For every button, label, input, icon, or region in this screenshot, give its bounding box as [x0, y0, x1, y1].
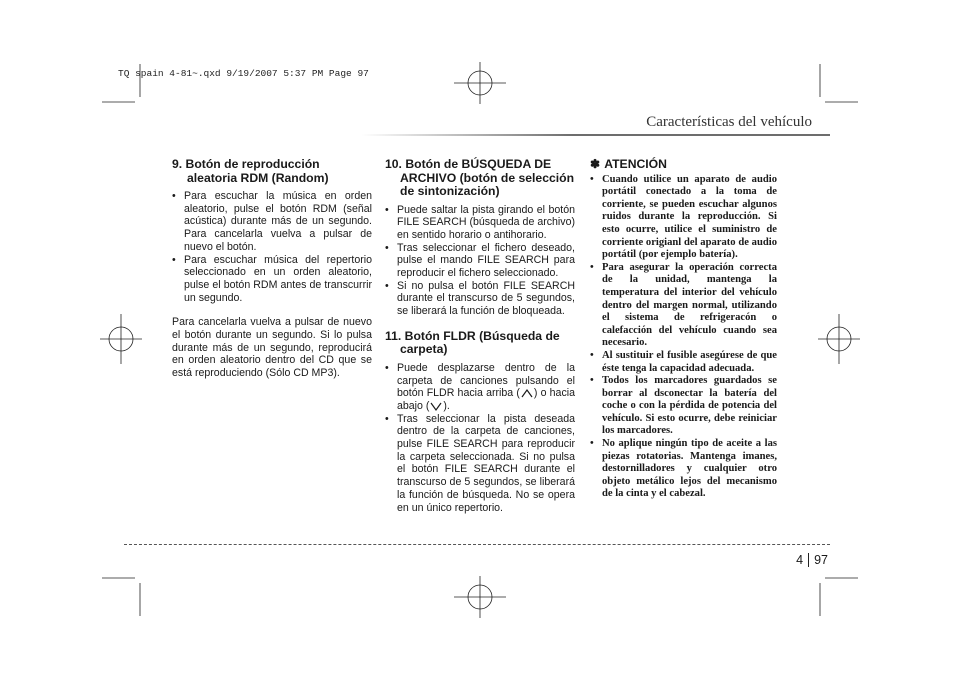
column-1	[172, 158, 372, 380]
chapter-number: 4	[796, 553, 804, 567]
fldr-text-mid: ) o hacia abajo (	[397, 387, 575, 412]
caution-list	[590, 174, 777, 501]
column-2	[385, 158, 575, 514]
heading-fldr: 11. Botón FLDR (Búsqueda de carpeta)	[385, 328, 560, 357]
asterisk-icon: ✽	[590, 157, 601, 171]
list-item: • Puede saltar la pista girando el botón FILE SEARCH (búsqueda de archivo) en sentido horario o antihorario.	[385, 204, 575, 242]
rdm-paragraph: Para cancelarla vuelva a pulsar de nuevo el botón durante un segundo. Si lo pulsa durante más de un segundo, reproducirá en orden aleatorio dentro del CD que se está reproduciendo (Sólo CD MP3).	[172, 316, 372, 380]
section-title: Características del vehículo	[646, 114, 812, 130]
header-rule	[362, 134, 830, 136]
rdm-bullet-list	[172, 190, 372, 304]
list-item: • Para escuchar la música en orden aleatorio, pulse el botón RDM (señal acústica) durante más de un segundo. Para cancelarla vuelva a pulsar de nuevo el botón.	[172, 190, 372, 254]
list-item: • Para escuchar música del repertorio seleccionado en un orden aleatorio, pulse el botón RDM antes de transcurrir un segundo.	[172, 254, 372, 305]
list-item: • Al sustituir el fusible asegúrese de que éste tenga la capacidad adecuada.	[590, 350, 777, 375]
heading-file-search: 10. Botón de BÚSQUEDA DE ARCHIVO (botón de selección de sintonización)	[385, 157, 575, 198]
registration-mark-bottom	[454, 576, 506, 618]
list-item: • No aplique ningún tipo de aceite a las piezas rotatorias. Mantenga imanes, destornilladores y cualquier otro objeto metálico lejos del mecanismo de la cinta y el cabezal.	[590, 438, 777, 501]
heading-rdm: 9. Botón de reproducción aleatoria RDM (Random)	[172, 157, 329, 185]
footer-rule	[124, 544, 830, 545]
registration-mark-top	[454, 62, 506, 104]
page-number	[796, 553, 828, 567]
fldr-bullet-list	[385, 362, 575, 514]
list-item: • Si no pulsa el botón FILE SEARCH durante el transcurso de 5 segundos, se liberará la función de bloqueada.	[385, 280, 575, 318]
list-item: • Todos los marcadores guardados se borrar al dsconectar la batería del coche o con la pérdida de potencia del vehículo. Si esto ocurre, debe reiniciar los marcadores.	[590, 375, 777, 438]
list-item: • Cuando utilice un aparato de audio portátil conectado a la toma de corriente, se pueden escuchar algunos ruidos durante la reproducción. Si esto ocurre, utilice el suministro de corriente origianl del aparato de audio portátil (por ejemplo batería).	[590, 174, 777, 262]
registration-mark-right	[818, 314, 860, 364]
caution-heading	[590, 158, 777, 171]
file-search-bullet-list	[385, 204, 575, 318]
fldr-text-pre: Puede desplazarse dentro de la carpeta de canciones pulsando el botón FLDR hacia arriba (	[397, 361, 575, 400]
file-slug: TQ spain 4-81~.qxd 9/19/2007 5:37 PM Page 97	[118, 68, 369, 79]
chevron-up-icon	[520, 388, 534, 399]
list-item: • Tras seleccionar el fichero deseado, pulse el mando FILE SEARCH para reproducir el fichero seleccionado.	[385, 242, 575, 280]
fldr-text-post: ).	[443, 399, 450, 412]
list-item: • Tras seleccionar la pista deseada dentro de la carpeta de canciones, pulse FILE SEARCH para reproducir la carpeta seleccionada. Si no pulsa el botón FILE SEARCH durante el transcurso de 5 segundos, se liberará la función de búsqueda. No se opera en un único repertorio.	[385, 413, 575, 515]
page-number-value: 97	[808, 553, 828, 567]
list-item: • Para asegurar la operación correcta de la unidad, mantenga la temperatura del interior del vehículo dentro del margen normal, utilizando el sistema de refrigeracón o calefacción del vehículo cuando sea necesario.	[590, 262, 777, 350]
caution-box	[590, 158, 777, 501]
chevron-down-icon	[429, 401, 443, 412]
list-item	[385, 362, 575, 413]
caution-title: ATENCIÓN	[604, 157, 667, 171]
registration-mark-left	[100, 314, 142, 364]
